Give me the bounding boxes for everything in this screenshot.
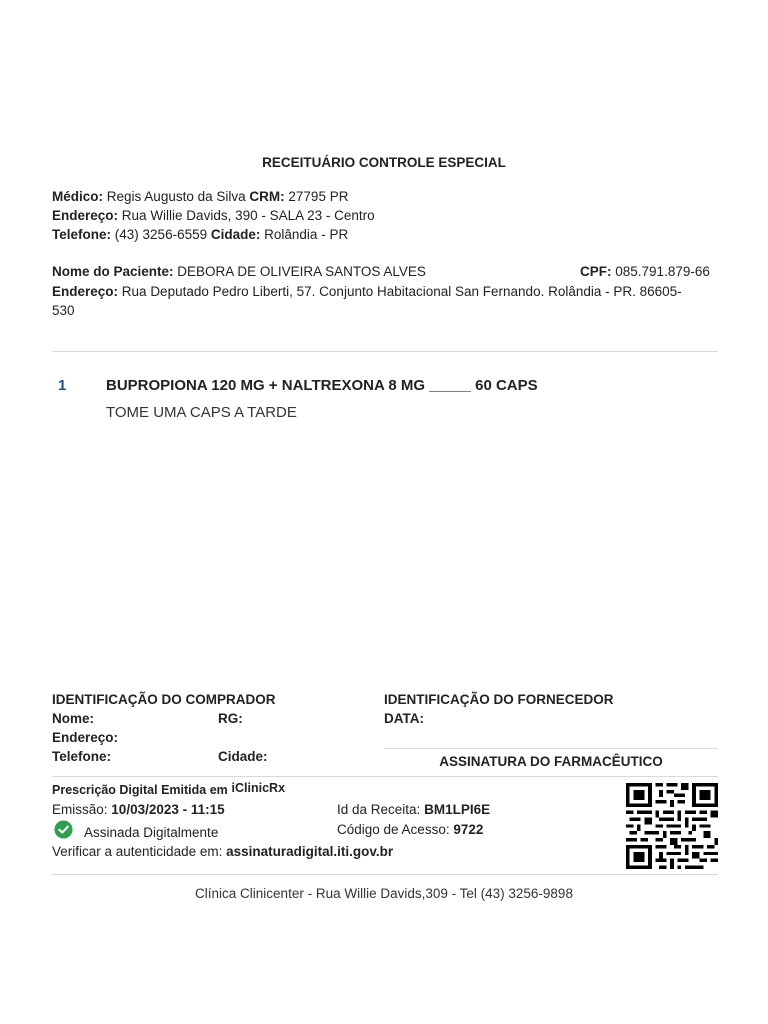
divider xyxy=(52,351,718,352)
supplier-heading: IDENTIFICAÇÃO DO FORNECEDOR xyxy=(384,692,614,707)
patient-address: Rua Deputado Pedro Liberti, 57. Conjunto Habitacional San Fernando. Rolândia - PR. 86605- xyxy=(121,284,682,299)
buyer-heading: IDENTIFICAÇÃO DO COMPRADOR xyxy=(52,692,276,707)
patient-name: DEBORA DE OLIVEIRA SANTOS ALVES xyxy=(177,264,426,279)
doctor-name: Regis Augusto da Silva xyxy=(106,189,246,204)
prescription-number: 1 xyxy=(58,377,67,394)
access-code-line xyxy=(337,822,483,837)
prescription-id: BM1LPI6E xyxy=(424,802,491,817)
pharmacist-signature-label: ASSINATURA DO FARMACÊUTICO xyxy=(439,754,663,769)
divider xyxy=(52,776,718,777)
doctor-crm-label: CRM: xyxy=(249,189,285,204)
patient-address-label: Endereço: xyxy=(52,284,119,299)
digital-heading: Prescrição Digital Emitida em xyxy=(52,783,228,797)
patient-name-line xyxy=(52,264,426,279)
access-code: 9722 xyxy=(453,822,484,837)
doctor-name-label: Médico: xyxy=(52,189,104,204)
buyer-rg-label: RG: xyxy=(218,711,243,726)
verify-url[interactable]: assinaturadigital.iti.gov.br xyxy=(226,844,394,859)
emission-date: 10/03/2023 - 11:15 xyxy=(111,802,225,817)
prescription-id-label: Id da Receita: xyxy=(337,802,421,817)
doctor-line xyxy=(52,189,348,204)
access-code-label: Código de Acesso: xyxy=(337,822,450,837)
doctor-address-line xyxy=(52,208,375,223)
buyer-name-label: Nome: xyxy=(52,711,95,726)
doctor-phone: (43) 3256-6559 xyxy=(114,227,208,242)
divider xyxy=(52,874,718,875)
patient-address-line xyxy=(52,284,682,299)
patient-cpf-line xyxy=(580,264,710,279)
patient-cpf-label: CPF: xyxy=(580,264,612,279)
signed-digitally: Assinada Digitalmente xyxy=(84,825,219,840)
prescription-instruction: TOME UMA CAPS A TARDE xyxy=(106,404,297,421)
doctor-city: Rolândia - PR xyxy=(264,227,349,242)
patient-cpf: 085.791.879-66 xyxy=(615,264,710,279)
verify-label: Verificar a autenticidade em: xyxy=(52,844,223,859)
patient-address-line2: 530 xyxy=(52,303,75,318)
emission-label: Emissão: xyxy=(52,802,108,817)
clinic-footer: Clínica Clinicenter - Rua Willie Davids,309 - Tel (43) 3256-9898 xyxy=(195,886,573,901)
buyer-address-label: Endereço: xyxy=(52,730,119,745)
doctor-address: Rua Willie Davids, 390 - SALA 23 - Centro xyxy=(121,208,375,223)
platform-name: iClinicRx xyxy=(231,781,286,795)
emission-line xyxy=(52,802,225,817)
qr-code-icon xyxy=(626,783,718,869)
page-title: RECEITUÁRIO CONTROLE ESPECIAL xyxy=(262,155,506,170)
doctor-crm: 27795 PR xyxy=(288,189,349,204)
buyer-city-label: Cidade: xyxy=(218,749,268,764)
verify-line xyxy=(52,844,393,859)
buyer-phone-label: Telefone: xyxy=(52,749,112,764)
patient-name-label: Nome do Paciente: xyxy=(52,264,174,279)
prescription-drug: BUPROPIONA 120 MG + NALTREXONA 8 MG _____ 60 CAPS xyxy=(106,377,538,394)
doctor-phone-line xyxy=(52,227,348,242)
check-circle-icon xyxy=(54,820,73,839)
doctor-phone-label: Telefone: xyxy=(52,227,112,242)
signature-line xyxy=(384,748,718,749)
digital-heading-line xyxy=(52,782,285,797)
prescription-id-line xyxy=(337,802,490,817)
doctor-city-label: Cidade: xyxy=(210,227,261,242)
supplier-date-label: DATA: xyxy=(384,711,424,726)
doctor-address-label: Endereço: xyxy=(52,208,119,223)
